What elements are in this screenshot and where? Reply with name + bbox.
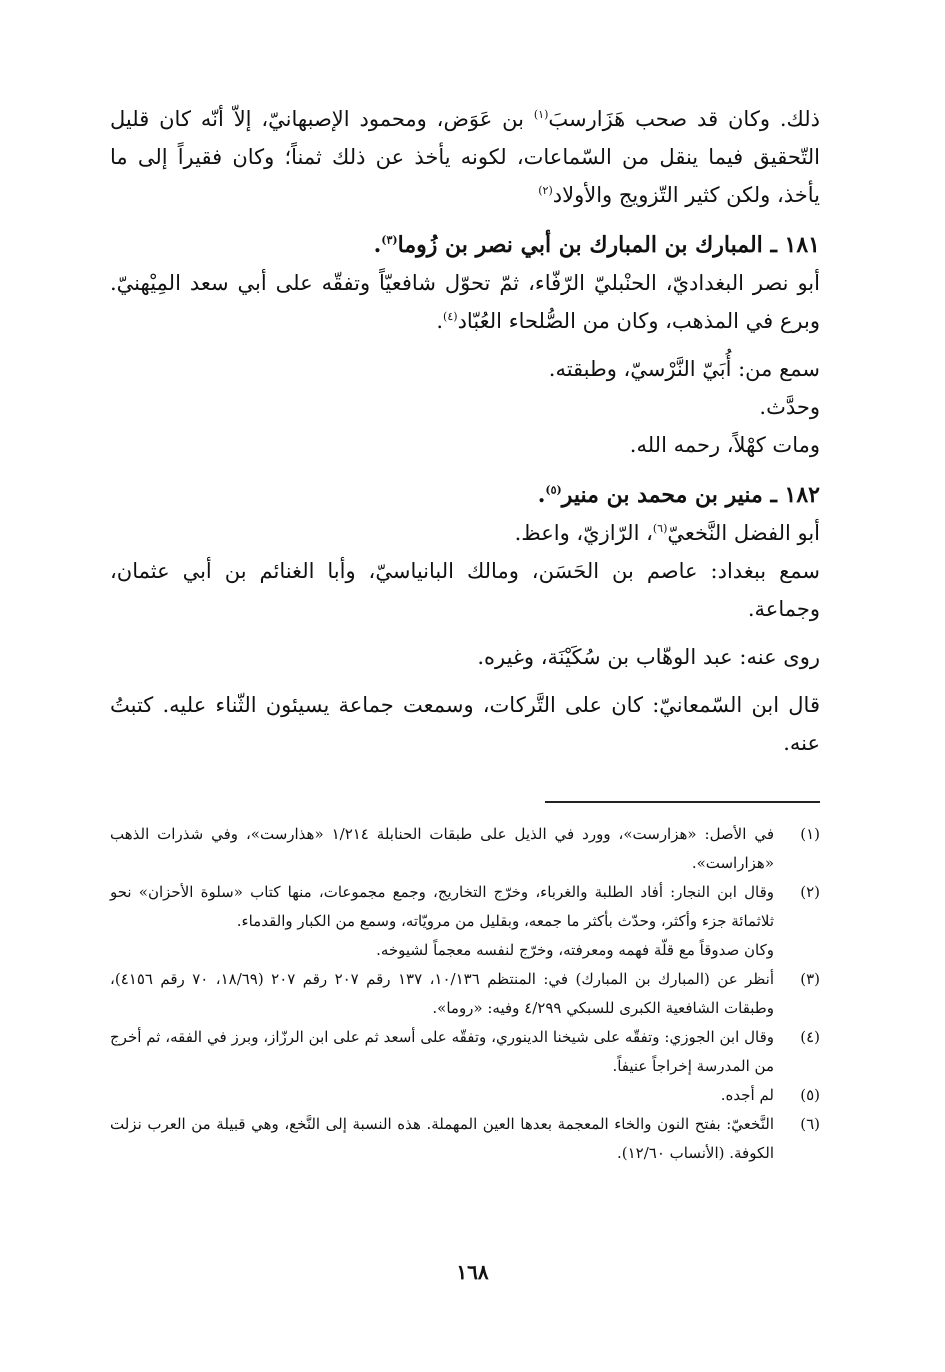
entry-181-paragraph-4: ومات كهْلاً، رحمه الله. (629, 433, 820, 457)
entry-182-title-text: ١٨٢ ـ منير بن محمد بن منير (561, 482, 820, 508)
footnote-divider (545, 801, 820, 803)
entry-181-title-text: ١٨١ ـ المبارك بن المبارك بن أبي نصر بن زُوما (397, 232, 820, 258)
footnote-number: (٣) (800, 970, 820, 988)
footnote-number: (٥) (800, 1086, 820, 1104)
footnote-item (110, 1023, 820, 1081)
entry-182-p1-text-b: ، الرّازيّ، واعظ. (514, 521, 653, 545)
intro-text-a: ذلك. وكان قد صحب هَزَارسبَ (548, 107, 820, 131)
entry-181-paragraph-3: وحدَّث. (759, 395, 820, 419)
entry-182-title (110, 476, 820, 514)
entry-182-paragraph-4: قال ابن السّمعانيّ: كان على التَّركات، وسمعت جماعة يسيئون الثّناء عليه. كتبتُ عنه. (110, 693, 820, 755)
entry-182-paragraph-3: روى عنه: عبد الوهّاب بن سُكَيْنَة، وغيره. (477, 645, 820, 669)
footnote-ref-2: (٢) (538, 184, 553, 197)
entry-182-paragraph-2: سمع ببغداد: عاصم بن الحَسَن، ومالك البانياسيّ، وأبا الغنائم بن أبي عثمان، وجماعة. (110, 559, 820, 621)
footnote-item (110, 820, 820, 878)
footnote-item (110, 878, 820, 965)
footnote-ref-4: (٤) (443, 310, 458, 323)
footnote-number: (٦) (800, 1115, 820, 1133)
footnotes (110, 820, 820, 1168)
footnote-line: أنظر عن (المبارك بن المبارك) في: المنتظم ١٠/١٣٦، ١٣٧ رقم ٢٠٧ رقم ٢٠٧ (١٨/٦٩، ٧٠ رقم ٤١٥٦)، وطبقات الشافعية الكبرى للسبكي ٤/٢٩٩ وفيه: «روما». (110, 970, 775, 1017)
entry-182-title-end: . (537, 482, 546, 508)
footnote-body (110, 878, 780, 965)
entry-181-title-end: . (373, 232, 382, 258)
entry-182-paragraph-1 (110, 514, 820, 552)
footnote-line: وكان صدوقاً مع قلّة فهمه ومعرفته، وخرّج لنفسه معجماً لشيوخه. (376, 941, 774, 959)
footnote-body (110, 965, 780, 1023)
footnote-ref-5: (٥) (545, 483, 562, 497)
footnote-line: النَّخعيّ: بفتح النون والخاء المعجمة بعدها العين المهملة. هذه النسبة إلى النَّخع، وهي قبيلة من العرب نزلت الكوفة. (الأنساب ١٢/٦٠). (110, 1115, 774, 1162)
intro-text-b: بن عَوَض، ومحمود الإصبهانيّ، إلاّ أنّه كان قليل التّحقيق فيما ينقل من السّماعات، لكونه يأخذ عن ذلك ثمناً؛ وكان فقيراً إلى ما يأخذ، ولكن كثير التّزويج والأولاد (110, 107, 820, 207)
footnote-item (110, 1081, 820, 1110)
footnote-number: (١) (800, 825, 820, 843)
footnote-ref-3: (٣) (381, 233, 398, 247)
footnote-ref-1: (١) (533, 108, 549, 121)
entry-181-title (110, 226, 820, 264)
footnote-line: وقال ابن الجوزي: وتفقّه على شيخنا الدينوري، وتفقّه على أسعد ثم على ابن الرزّاز، وبرز في الفقه، ثم أخرج من المدرسة إخراجاً عنيفاً. (110, 1028, 774, 1075)
entry-182-p1-text-a: أبو الفضل النَّخعيّ (667, 521, 820, 545)
footnote-ref-6: (٦) (652, 522, 668, 535)
entry-181-paragraph-1: أبو نصر البغداديّ، الحنْبليّ الرّفّاء، ثمّ تحوّل شافعيّاً وتفقّه على أبي سعد المِيْهنيّ. وبرع في المذهب، وكان من الصُّلحاء العُبّاد$^{(٤)}$. (110, 271, 820, 333)
footnote-body (110, 1081, 780, 1110)
footnote-number: (٤) (800, 1028, 820, 1046)
footnote-number: (٢) (800, 883, 820, 901)
footnote-line: لم أجده. (720, 1086, 774, 1104)
footnote-line: في الأصل: «هزارست»، وورد في الذيل على طبقات الحنابلة ١/٢١٤ «هذارست»، وفي شذرات الذهب «هزاراست». (110, 825, 775, 872)
main-text (110, 100, 820, 762)
footnote-body (110, 1110, 780, 1168)
entry-181-paragraph-2: سمع من: أُبَيّ النَّرْسيّ، وطبقته. (548, 357, 820, 381)
footnote-body (110, 1023, 780, 1081)
intro-paragraph (110, 100, 820, 214)
page-number: ١٦٨ (456, 1260, 489, 1284)
footnote-item (110, 1110, 820, 1168)
footnote-body (110, 820, 780, 878)
footnote-line: وقال ابن النجار: أفاد الطلبة والغرباء، وخرّج التخاريج، وجمع مجموعات، منها كتاب «سلوة الأحزان» نحو ثلاثمائة جزء وأكثر، وحدّث بأكثر ما جمعه، وبقليل من مرويّاته، وسمع من الكبار والقدماء. (110, 883, 774, 930)
footnote-item (110, 965, 820, 1023)
entry-181-p1-text: أبو نصر البغداديّ، الحنْبليّ الرّفّاء، ثمّ تحوّل شافعيّاً وتفقّه على أبي سعد المِيْهنيّ. وبرع في المذهب، وكان من الصُّلحاء العُبّاد (110, 271, 820, 333)
